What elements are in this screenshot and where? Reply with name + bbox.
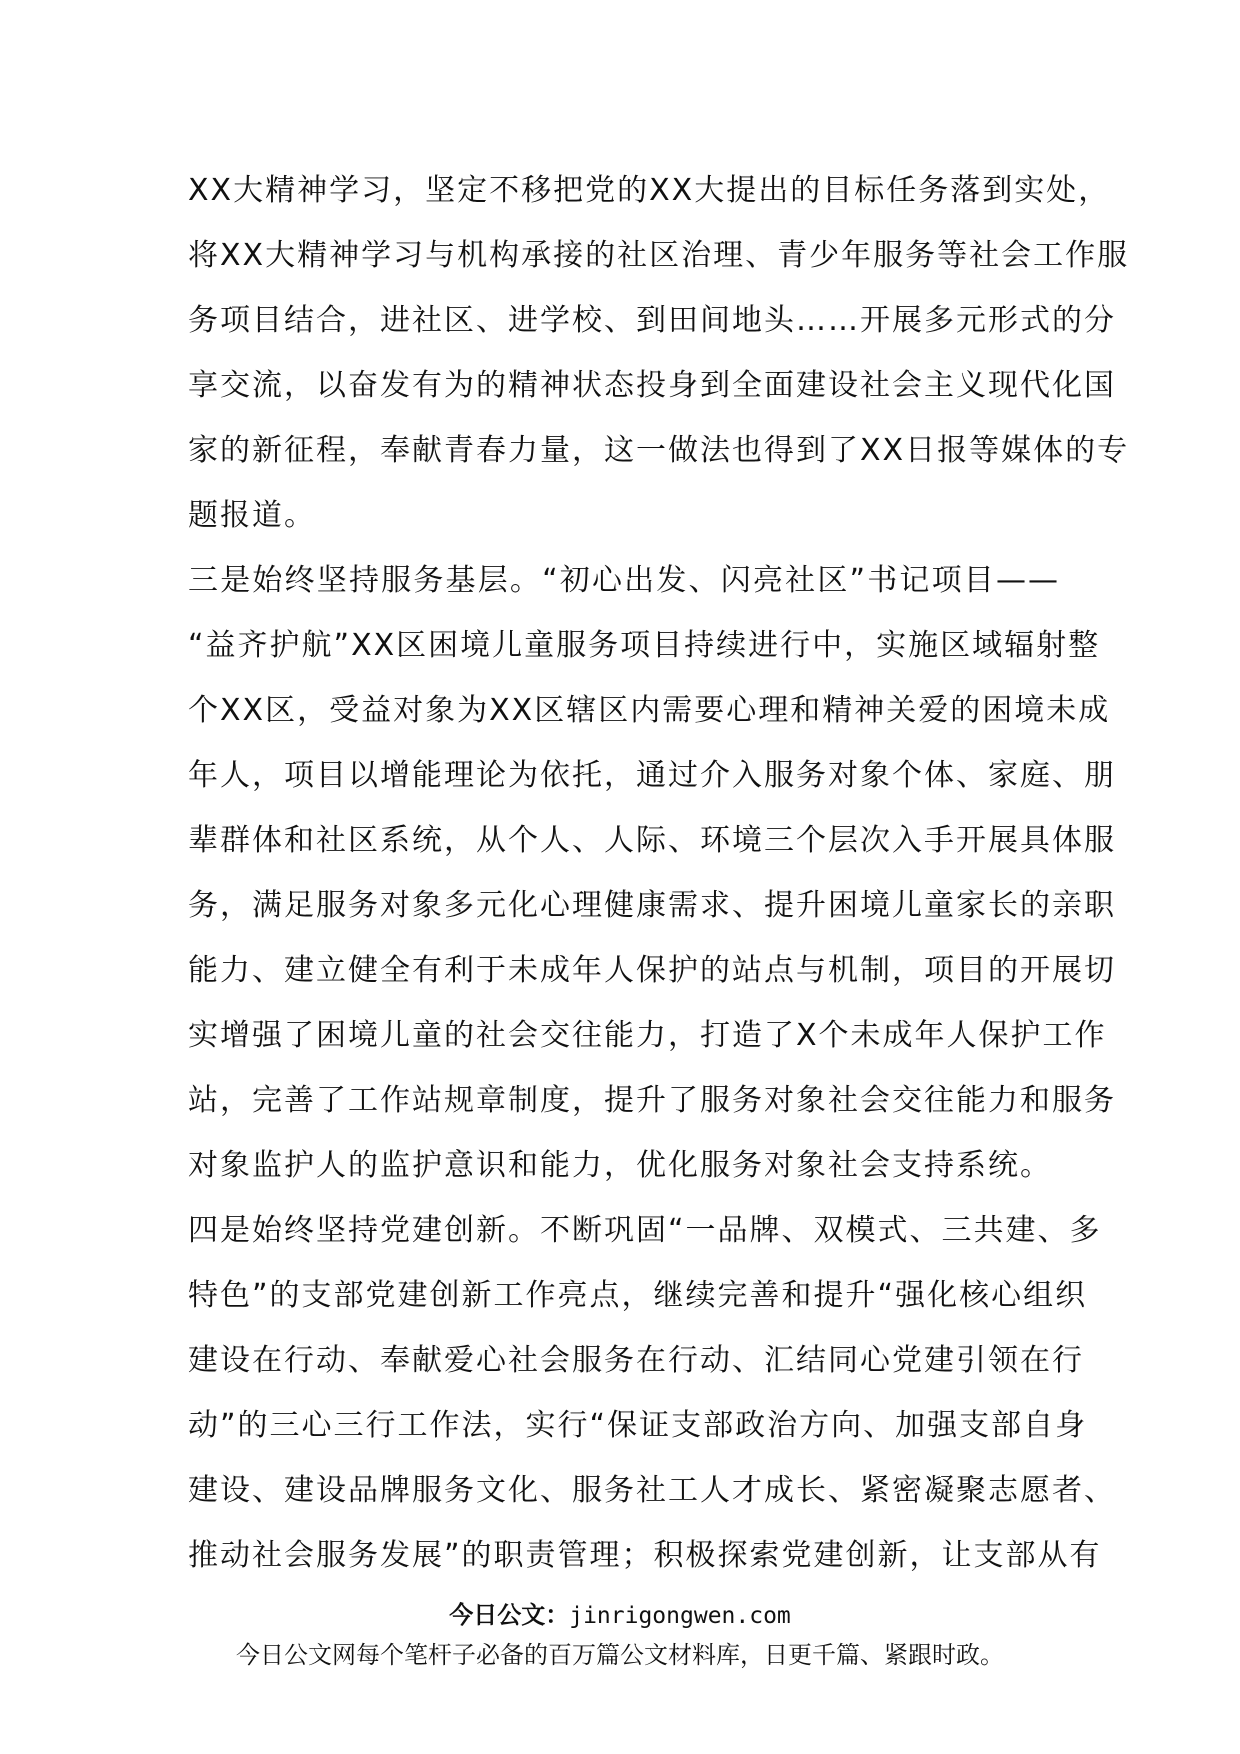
paragraph-line: 站，完善了工作站规章制度，提升了服务对象社会交往能力和服务 <box>188 1083 1116 1118</box>
paragraph-line: 务项目结合，进社区、进学校、到田间地头……开展多元形式的分 <box>188 303 1116 338</box>
paragraph-line: 建设、建设品牌服务文化、服务社工人才成长、紧密凝聚志愿者、 <box>188 1473 1116 1508</box>
paragraph-line: 实增强了困境儿童的社会交往能力，打造了X个未成年人保护工作 <box>188 1018 1107 1053</box>
document-body <box>188 158 1130 1588</box>
paragraph-line: 个XX区，受益对象为XX区辖区内需要心理和精神关爱的困境未成 <box>188 693 1111 728</box>
paragraph-line: 能力、建立健全有利于未成年人保护的站点与机制，项目的开展切 <box>188 953 1116 988</box>
footer-slogan: 今日公文网每个笔杆子必备的百万篇公文材料库，日更千篇、紧跟时政。 <box>236 1641 1004 1669</box>
paragraph-line: 对象监护人的监护意识和能力，优化服务对象社会支持系统。 <box>188 1148 1052 1183</box>
paragraph-line: 四是始终坚持党建创新。不断巩固“一品牌、双模式、三共建、多 <box>188 1213 1102 1248</box>
paragraph-line: 辈群体和社区系统，从个人、人际、环境三个层次入手开展具体服 <box>188 823 1116 858</box>
paragraph-line: 务，满足服务对象多元化心理健康需求、提升困境儿童家长的亲职 <box>188 888 1116 923</box>
paragraph-line: 题报道。 <box>188 498 316 533</box>
paragraph-line: 家的新征程，奉献青春力量，这一做法也得到了XX日报等媒体的专 <box>188 433 1130 468</box>
paragraph-line: 享交流，以奋发有为的精神状态投身到全面建设社会主义现代化国 <box>188 368 1116 403</box>
paragraph-line: 年人，项目以增能理论为依托，通过介入服务对象个体、家庭、朋 <box>188 758 1116 793</box>
footer-site-url[interactable]: jinrigongwen.com <box>569 1603 791 1629</box>
footer-site-line <box>0 1598 1240 1633</box>
paragraph-line: 三是始终坚持服务基层。“初心出发、闪亮社区”书记项目—— <box>188 563 1060 598</box>
paragraph-line: 建设在行动、奉献爱心社会服务在行动、汇结同心党建引领在行 <box>188 1343 1084 1378</box>
paragraph-line: 将XX大精神学习与机构承接的社区治理、青少年服务等社会工作服 <box>188 238 1130 273</box>
paragraph-line: 推动社会服务发展”的职责管理；积极探索党建创新，让支部从有 <box>188 1538 1102 1573</box>
paragraph-line: XX大精神学习，坚定不移把党的XX大提出的目标任务落到实处， <box>188 173 1111 208</box>
paragraph-line: 动”的三心三行工作法，实行“保证支部政治方向、加强支部自身 <box>188 1408 1088 1443</box>
footer-site-label: 今日公文： <box>449 1601 570 1629</box>
paragraph-line: 特色”的支部党建创新工作亮点，继续完善和提升“强化核心组织 <box>188 1278 1088 1313</box>
paragraph-line: “益齐护航”XX区困境儿童服务项目持续进行中，实施区域辐射整 <box>188 628 1101 663</box>
